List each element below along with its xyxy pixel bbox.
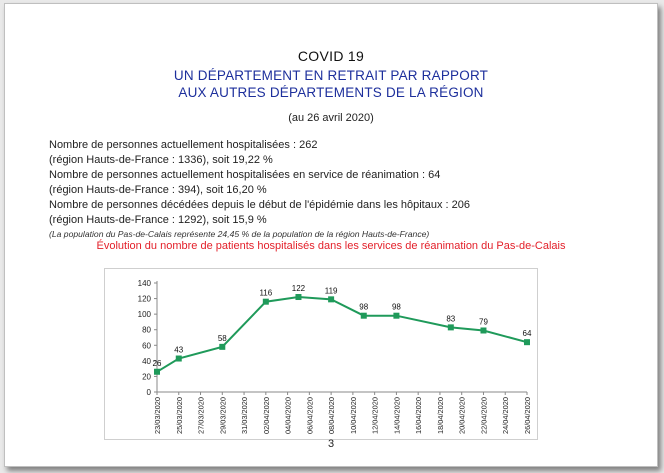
data-label: 64 <box>522 329 532 339</box>
data-point <box>154 369 160 375</box>
x-tick-label: 22/04/2020 <box>479 397 489 434</box>
data-point <box>263 299 269 305</box>
x-tick-label: 02/04/2020 <box>261 397 271 434</box>
y-tick-label: 20 <box>142 372 151 382</box>
population-note: (La population du Pas-de-Calais représente 24,45 % de la population de la région Hauts-de-France) <box>49 229 430 239</box>
y-tick-label: 0 <box>146 388 151 397</box>
x-tick-label: 23/03/2020 <box>153 397 162 434</box>
statistics-block <box>49 138 649 240</box>
series-line <box>157 297 527 372</box>
data-point <box>219 344 225 350</box>
y-tick-label: 100 <box>137 310 151 320</box>
data-label: 119 <box>324 286 338 296</box>
data-label: 58 <box>217 333 227 343</box>
data-point <box>361 313 367 319</box>
x-tick-label: 20/04/2020 <box>457 397 467 434</box>
data-label: 122 <box>291 284 306 294</box>
x-tick-label: 24/04/2020 <box>501 397 511 434</box>
x-tick-label: 27/03/2020 <box>196 397 206 434</box>
data-label: 83 <box>446 314 456 324</box>
data-label: 98 <box>391 302 401 312</box>
stat-icu: Nombre de personnes actuellement hospitalisées en service de réanimation : 64 <box>49 169 441 181</box>
x-tick-label: 18/04/2020 <box>435 397 445 434</box>
stat-icu-region: (région Hauts-de-France : 394), soit 16,20 % <box>49 184 267 196</box>
page-title: COVID 19 <box>297 48 365 64</box>
page-number: 3 <box>327 438 335 450</box>
stat-hospitalised-region: (région Hauts-de-France : 1336), soit 19,22 % <box>49 154 273 166</box>
data-label: 79 <box>479 317 488 327</box>
y-tick-label: 120 <box>137 294 151 304</box>
x-tick-label: 14/04/2020 <box>392 397 402 434</box>
data-point <box>448 324 454 330</box>
x-tick-label: 12/04/2020 <box>370 397 380 434</box>
x-tick-label: 29/03/2020 <box>218 397 228 434</box>
data-point <box>393 313 399 319</box>
data-label: 116 <box>259 288 273 298</box>
data-label: 43 <box>174 345 184 355</box>
x-tick-label: 25/03/2020 <box>174 397 184 434</box>
x-tick-label: 10/04/2020 <box>348 397 358 434</box>
data-point <box>176 356 182 362</box>
stat-deaths: Nombre de personnes décédées depuis le début de l'épidémie dans les hôpitaux : 206 <box>49 199 470 211</box>
y-tick-label: 60 <box>142 341 151 351</box>
data-point <box>295 294 301 300</box>
chart-title: Évolution du nombre de patients hospitalisés dans les services de réanimation du Pas-de-Calais <box>96 240 566 252</box>
x-tick-label: 16/04/2020 <box>414 397 424 434</box>
data-point <box>524 339 530 345</box>
y-tick-label: 80 <box>142 325 151 335</box>
x-tick-label: 04/04/2020 <box>283 397 293 434</box>
stat-deaths-region: (région Hauts-de-France : 1292), soit 15,9 % <box>49 214 267 226</box>
stat-hospitalised: Nombre de personnes actuellement hospitalisées : 262 <box>49 139 318 151</box>
chart-frame <box>104 268 538 440</box>
data-point <box>328 296 334 302</box>
y-tick-label: 140 <box>137 279 151 288</box>
y-tick-label: 40 <box>142 356 151 366</box>
x-tick-label: 06/04/2020 <box>305 397 315 434</box>
page-subtitle-line-2: AUX AUTRES DÉPARTEMENTS DE LA RÉGION <box>178 85 484 100</box>
data-label: 26 <box>152 358 162 368</box>
page-subtitle-line-1: UN DÉPARTEMENT EN RETRAIT PAR RAPPORT <box>173 68 489 83</box>
x-tick-label: 31/03/2020 <box>240 397 250 434</box>
icu-line-chart <box>105 269 537 439</box>
x-tick-label: 26/04/2020 <box>523 397 532 434</box>
x-tick-label: 08/04/2020 <box>327 397 337 434</box>
data-point <box>480 327 486 333</box>
document-page <box>4 3 658 467</box>
report-date: (au 26 avril 2020) <box>288 112 374 124</box>
data-label: 98 <box>359 302 369 312</box>
